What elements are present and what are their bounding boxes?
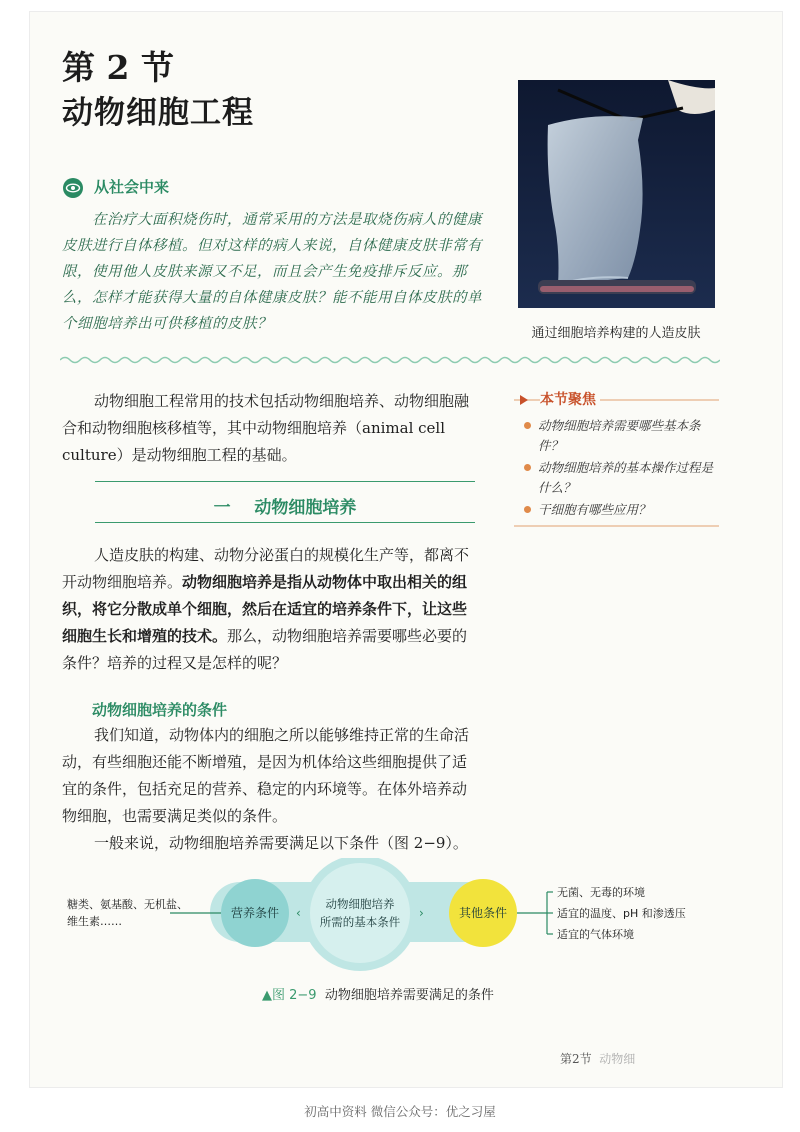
nutrients-note-line2: 维生素……	[67, 915, 122, 928]
subsection-number: 一	[213, 498, 231, 518]
focus-list	[520, 416, 720, 522]
focus-item: 动物细胞培养的基本操作过程是什么？	[520, 458, 720, 498]
wavy-divider	[60, 355, 720, 365]
social-text: 在治疗大面积烧伤时，通常采用的方法是取烧伤病人的健康皮肤进行自体移植。但对这样的病人来说，自体健康皮肤非常有限，使用他人皮肤来源又不足，而且会产生免疫排斥反应。那么，怎样才能获得大量的自体健康皮肤？能不能用自体皮肤的单个细胞培养出可供移植的皮肤？	[62, 212, 482, 332]
chevron-left-icon: ‹	[296, 906, 301, 920]
subsection-title: 动物细胞培养	[254, 498, 357, 518]
footer-title-fade: 动物细	[599, 1052, 636, 1066]
definition-part1: 人造皮肤的构建、动物分泌蛋白的规模化生产等，都离不开动物细胞培养。	[62, 546, 470, 591]
focus-item: 干细胞有哪些应用？	[520, 500, 720, 520]
other-condition-item: 无菌、无毒的环境	[557, 886, 645, 899]
other-condition: 其他条件	[458, 906, 508, 920]
figure-caption-text: 动物细胞培养需要满足的条件	[324, 988, 494, 1003]
footer-section: 第2节	[560, 1052, 592, 1066]
subhead-rule-top	[95, 481, 475, 482]
section-number: 第 2 节	[62, 48, 174, 87]
artificial-skin-illustration	[518, 80, 715, 308]
nutrition-condition: 营养条件	[230, 906, 280, 920]
conditions-paragraph-2: 一般来说，动物细胞培养需要满足以下条件（图 2−9）。	[94, 834, 468, 852]
watermark-text: 初高中资料 微信公众号：优之习屋	[304, 1104, 496, 1119]
conditions-diagram	[55, 858, 735, 976]
chevron-right-icon: ›	[419, 906, 424, 920]
page-footer-tag	[560, 1050, 635, 1067]
subhead-rule-bottom	[95, 522, 475, 523]
other-condition-item: 适宜的气体环境	[557, 928, 634, 941]
figure-caption	[262, 984, 494, 1003]
center-label-line2: 所需的基本条件	[319, 915, 401, 929]
focus-item: 动物细胞培养需要哪些基本条件？	[520, 416, 720, 456]
focus-title: 本节聚焦	[540, 389, 600, 409]
conditions-heading: 动物细胞培养的条件	[92, 701, 228, 719]
social-heading: 从社会中来	[94, 178, 170, 196]
intro-paragraph: 动物细胞工程常用的技术包括动物细胞培养、动物细胞融合和动物细胞核移植等，其中动物细胞培养（animal cell culture）是动物细胞工程的基础。	[62, 392, 470, 464]
other-condition-item: 适宜的温度、pH 和渗透压	[557, 907, 686, 920]
figure-label: ▲图 2−9	[262, 988, 317, 1003]
eye-icon	[62, 177, 84, 199]
section-title: 动物细胞工程	[62, 95, 254, 131]
center-label-line1: 动物细胞培养	[325, 897, 395, 911]
definition-bold: 动物细胞培养是指从动物体中取出相关的组织，将它分散成单个细胞，然后在适宜的培养条件下，让这些细胞生长和增殖的技术。	[62, 573, 468, 645]
definition-paragraph	[62, 542, 480, 677]
conditions-paragraph: 我们知道，动物体内的细胞之所以能够维持正常的生命活动，有些细胞还能不断增殖，是因为机体给这些细胞提供了适宜的条件，包括充足的营养、稳定的内环境等。在体外培养动物细胞，也需要满足类似的条件。	[62, 726, 470, 825]
photo-caption: 通过细胞培养构建的人造皮肤	[531, 326, 701, 341]
definition-part2: 那么，动物细胞培养需要哪些必要的条件？培养的过程又是怎样的呢？	[62, 627, 468, 672]
artificial-skin-photo	[518, 80, 715, 308]
nutrients-note-line1: 糖类、氨基酸、无机盐、	[67, 898, 188, 911]
subsection-heading	[95, 493, 475, 518]
